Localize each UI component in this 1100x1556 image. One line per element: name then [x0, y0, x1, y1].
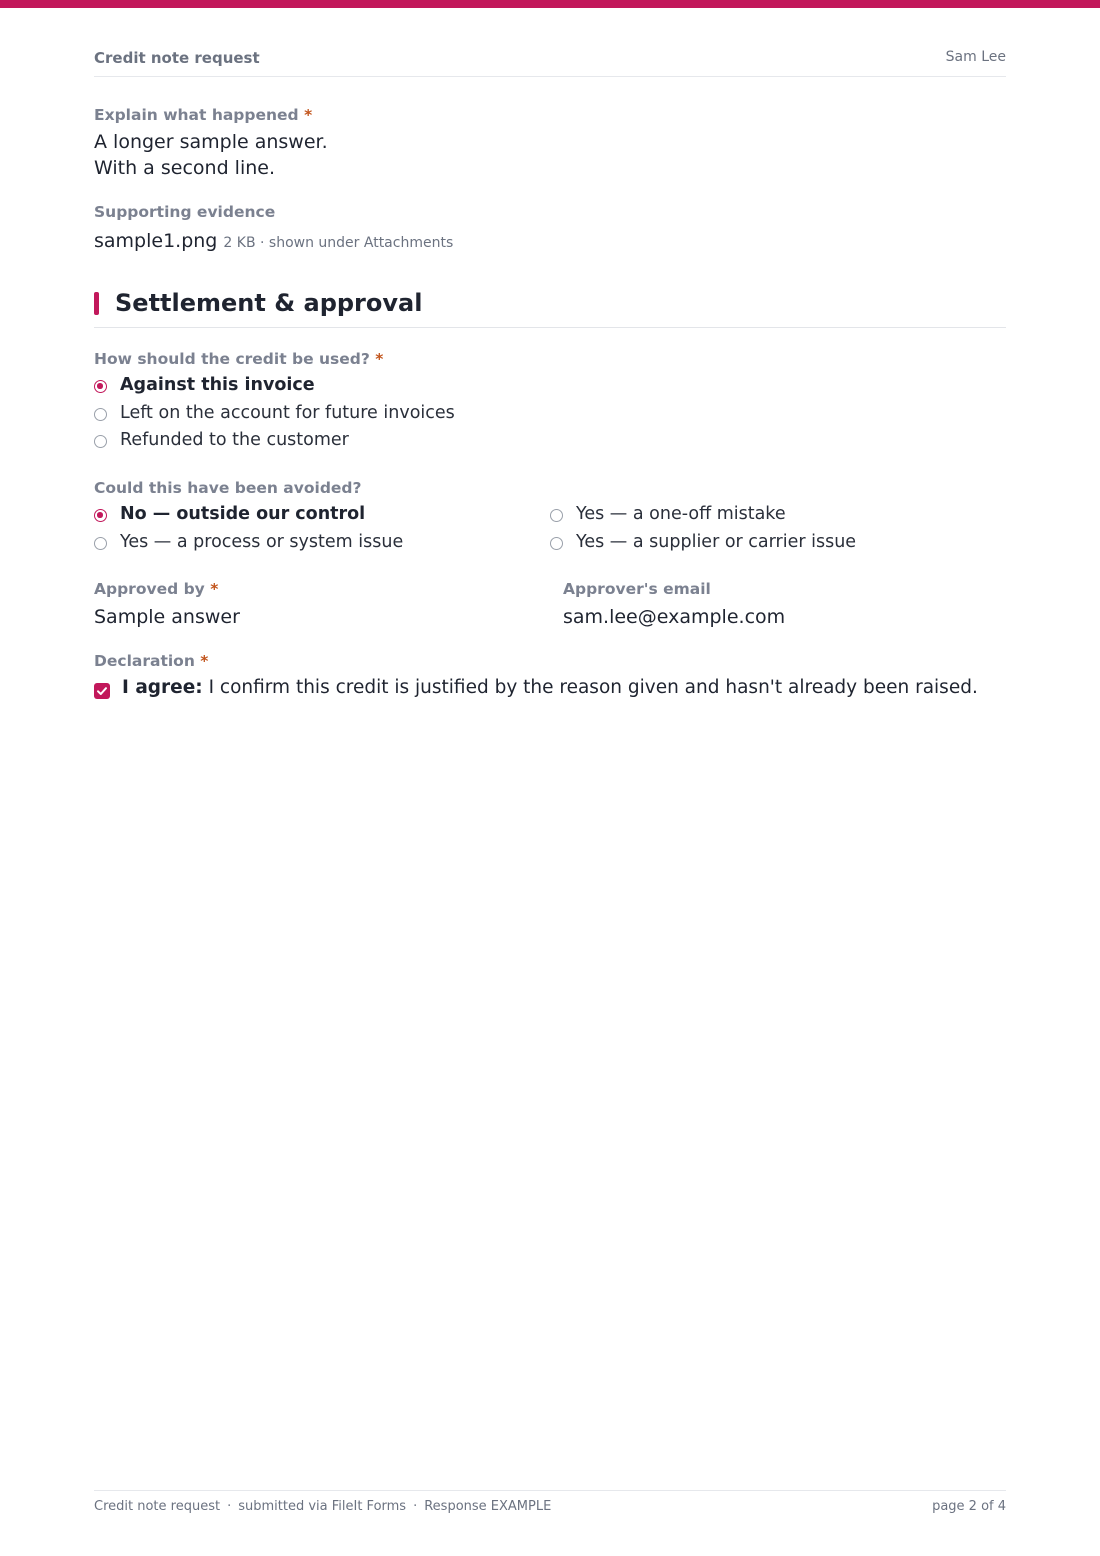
section-settlement-approval [94, 291, 1006, 328]
attachment-file-name[interactable]: sample1.png [94, 230, 218, 252]
declaration-agree: I agree: [122, 677, 203, 698]
credit-use-option-against-invoice[interactable] [94, 376, 594, 400]
credit-use-option-left-on-account[interactable] [94, 404, 594, 428]
approved-by-value: Sample answer [94, 606, 240, 628]
declaration-statement: I confirm this credit is justified by the reason given and hasn't already been raised. [208, 677, 978, 698]
approved-by-label-text: Approved by [94, 580, 205, 598]
page-number: page 2 of 4 [932, 1499, 1006, 1514]
radio-unselected-icon[interactable] [94, 537, 107, 550]
option-label: Against this invoice [120, 375, 315, 395]
declaration-label [94, 652, 208, 670]
section-accent-bar [94, 292, 99, 315]
avoidable-option-outside-control[interactable] [94, 505, 534, 529]
footer-separator: · [413, 1499, 418, 1514]
avoidable-option-supplier-issue[interactable] [550, 533, 990, 557]
approver-email-value: sam.lee@example.com [563, 606, 786, 628]
required-marker: * [304, 106, 313, 124]
page-footer [94, 1490, 1006, 1521]
required-marker: * [200, 652, 209, 670]
radio-unselected-icon[interactable] [550, 509, 563, 522]
explain-label-text: Explain what happened [94, 106, 299, 124]
footer-separator: · [227, 1499, 232, 1514]
avoidable-label: Could this have been avoided? [94, 479, 362, 497]
radio-selected-icon[interactable] [94, 380, 107, 393]
evidence-attachment [94, 228, 453, 256]
option-label: Left on the account for future invoices [120, 403, 455, 423]
radio-selected-icon[interactable] [94, 509, 107, 522]
explain-label [94, 106, 312, 124]
radio-unselected-icon[interactable] [550, 537, 563, 550]
footer-response: Response EXAMPLE [424, 1499, 552, 1514]
option-label: No — outside our control [120, 504, 366, 524]
radio-unselected-icon[interactable] [94, 435, 107, 448]
attachment-meta: 2 KB · shown under Attachments [223, 235, 454, 251]
form-title: Credit note request [94, 49, 260, 67]
section-heading: Settlement & approval [115, 289, 423, 317]
declaration-text [122, 677, 978, 698]
approver-email-label: Approver's email [563, 580, 711, 598]
approved-by-label [94, 580, 218, 598]
checkbox-checked-icon[interactable] [94, 683, 110, 699]
required-marker: * [375, 350, 384, 368]
credit-use-option-refunded[interactable] [94, 431, 594, 455]
option-label: Yes — a process or system issue [120, 532, 404, 552]
evidence-label: Supporting evidence [94, 203, 276, 221]
radio-unselected-icon[interactable] [94, 408, 107, 421]
footer-form-name: Credit note request [94, 1499, 221, 1514]
footer-submitted: submitted via FileIt Forms [238, 1499, 407, 1514]
explain-answer-line-2: With a second line. [94, 157, 275, 179]
avoidable-option-process-issue[interactable] [94, 533, 534, 557]
option-label: Yes — a supplier or carrier issue [576, 532, 857, 552]
required-marker: * [210, 580, 219, 598]
credit-use-label-text: How should the credit be used? [94, 350, 370, 368]
page-header [94, 49, 1006, 77]
top-accent-bar [0, 0, 1100, 8]
avoidable-option-one-off-mistake[interactable] [550, 505, 990, 529]
option-label: Refunded to the customer [120, 430, 349, 450]
credit-use-label [94, 350, 383, 368]
footer-info [94, 1499, 551, 1514]
explain-answer-line-1: A longer sample answer. [94, 131, 328, 153]
declaration-label-text: Declaration [94, 652, 195, 670]
option-label: Yes — a one-off mistake [576, 504, 786, 524]
respondent-name: Sam Lee [945, 49, 1006, 65]
